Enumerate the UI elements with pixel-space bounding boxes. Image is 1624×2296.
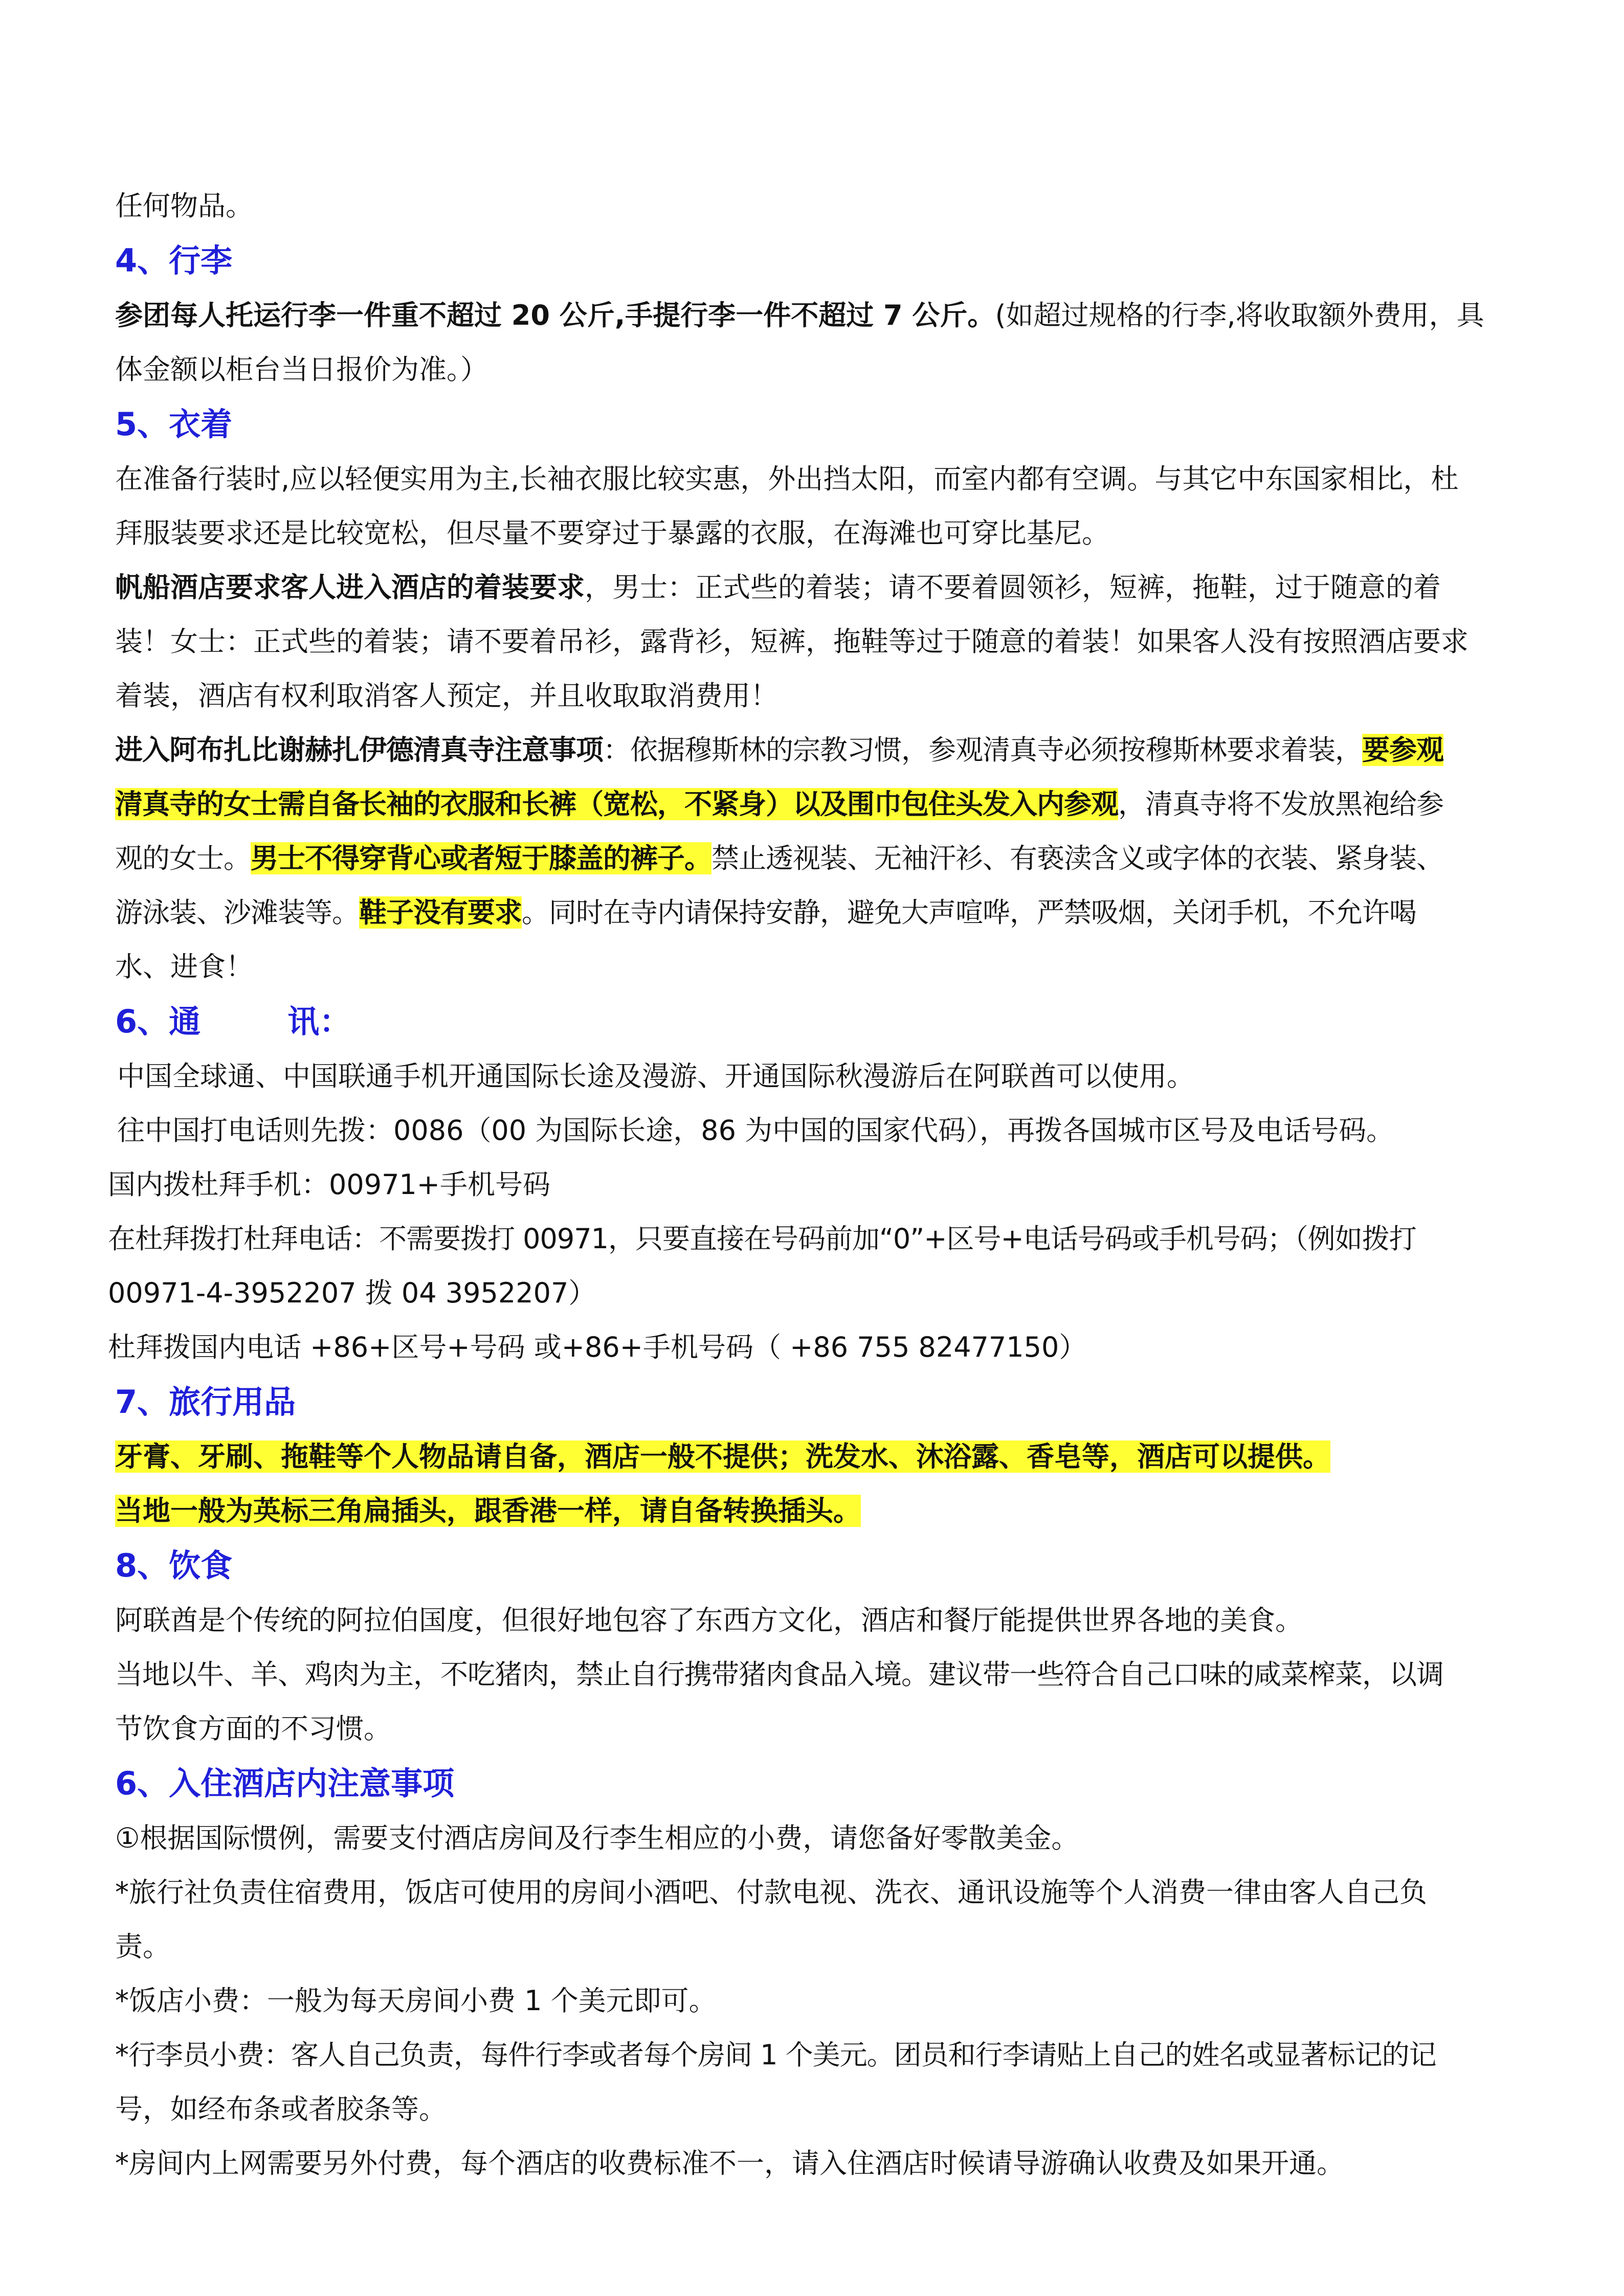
hotel-line-1: ①根据国际惯例，需要支付酒店房间及行李生相应的小费，请您备好零散美金。 bbox=[115, 1822, 1079, 1854]
mosque-quiet-text: 。同时在寺内请保持安静，避免大声喧哗，严禁吸烟，关闭手机，不允许喝 bbox=[522, 896, 1416, 929]
heading-hotel-notes: 6、入住酒店内注意事项 bbox=[115, 1765, 455, 1802]
mosque-women-highlight-b: 清真寺的女士需自备长袖的衣服和长裤（宽松，不紧身）以及围巾包住头发入内参观 bbox=[115, 788, 1118, 820]
hotel-line-2: *旅行社负责住宿费用，饭店可使用的房间小酒吧、付款电视、洗衣、通讯设施等个人消费一律由客人自己负 bbox=[115, 1876, 1427, 1908]
heading-clothing: 5、衣着 bbox=[115, 406, 233, 443]
hotel-line-6: 号，如经布条或者胶条等。 bbox=[115, 2093, 447, 2125]
hotel-line-7: *房间内上网需要另外付费，每个酒店的收费标准不一，请入住酒店时候请导游确认收费及如果开通。 bbox=[115, 2147, 1344, 2179]
mosque-women-highlight-a: 要参观 bbox=[1362, 734, 1443, 766]
heading-communications-a: 6、通 bbox=[115, 1003, 201, 1040]
heading-food: 8、饮食 bbox=[115, 1547, 233, 1584]
comm-line-6: 杜拜拨国内电话 +86+区号+号码 或+86+手机号码（ +86 755 82477150） bbox=[108, 1331, 1087, 1363]
clothing-p2-line-2: 装！女士：正式些的着装；请不要着吊衫，露背衫，短裤，拖鞋等过于随意的着装！如果客人没有按照酒店要求 bbox=[115, 625, 1469, 658]
mosque-shoes-highlight: 鞋子没有要求 bbox=[359, 896, 522, 929]
supplies-highlight-2: 当地一般为英标三角扁插头，跟香港一样，请自备转换插头。 bbox=[115, 1495, 861, 1527]
hotel-line-3: 责。 bbox=[115, 1930, 170, 1963]
luggage-extra-fee: (如超过规格的行李,将收取额外费用，具 bbox=[995, 299, 1484, 331]
clothing-p3-line-4 bbox=[115, 886, 1527, 940]
burj-dress-code-bold: 帆船酒店要求客人进入酒店的着装要求 bbox=[115, 571, 585, 603]
heading-travel-supplies: 7、旅行用品 bbox=[115, 1383, 296, 1421]
luggage-line-2: 体金额以柜台当日报价为准。） bbox=[115, 353, 488, 386]
hotel-line-4: *饭店小费：一般为每天房间小费 1 个美元即可。 bbox=[115, 1985, 717, 2017]
comm-line-2: 往中国打电话则先拨：0086（00 为国际长途，86 为中国的国家代码），再拨各国城市区号及电话号码。 bbox=[117, 1114, 1394, 1146]
comm-line-1: 中国全球通、中国联通手机开通国际长途及漫游、开通国际秋漫游后在阿联酋可以使用。 bbox=[117, 1060, 1194, 1092]
clothing-p3-line-1 bbox=[115, 723, 1527, 777]
clothing-p2-line-3: 着装，酒店有权利取消客人预定，并且收取取消费用！ bbox=[115, 680, 778, 712]
supplies-line-1 bbox=[115, 1430, 1527, 1484]
comm-line-3: 国内拨杜拜手机：00971+手机号码 bbox=[108, 1168, 551, 1201]
mosque-swimwear-text: 游泳装、沙滩装等。 bbox=[115, 896, 359, 929]
food-line-2: 当地以牛、羊、鸡肉为主，不吃猪肉，禁止自行携带猪肉食品入境。建议带一些符合自己口味的咸菜榨菜，以调 bbox=[115, 1658, 1443, 1691]
luggage-line-1 bbox=[115, 288, 1527, 343]
clothing-p1-line-1: 在准备行装时,应以轻便实用为主,长袖衣服比较实惠，外出挡太阳，而室内都有空调。与其它中东国家相比，杜 bbox=[115, 463, 1459, 495]
mosque-robe-text: ，清真寺将不发放黑袍给参 bbox=[1118, 788, 1443, 820]
document-page bbox=[108, 179, 1527, 2191]
mosque-notice-text: ：依据穆斯林的宗教习惯，参观清真寺必须按穆斯林要求着装， bbox=[603, 734, 1362, 766]
mosque-notice-bold: 进入阿布扎比谢赫扎伊德清真寺注意事项 bbox=[115, 734, 603, 766]
comm-line-4: 在杜拜拨打杜拜电话：不需要拨打 00971，只要直接在号码前加“0”+区号+电话号码或手机号码；（例如拨打 bbox=[108, 1223, 1416, 1255]
heading-luggage: 4、行李 bbox=[115, 242, 233, 279]
heading-communications bbox=[115, 994, 1527, 1049]
heading-communications-b: 讯： bbox=[287, 1003, 351, 1040]
clothing-p3-line-3 bbox=[115, 831, 1527, 886]
luggage-limit-bold: 参团每人托运行李一件重不超过 20 公斤,手提行李一件不超过 7 公斤。 bbox=[115, 299, 995, 331]
burj-dress-code-text: ，男士：正式些的着装；请不要着圆领衫，短裤，拖鞋，过于随意的着 bbox=[585, 571, 1441, 603]
clothing-p1-line-2: 拜服装要求还是比较宽松，但尽量不要穿过于暴露的衣服，在海滩也可穿比基尼。 bbox=[115, 517, 1109, 549]
clothing-p3-line-2 bbox=[115, 777, 1527, 831]
clothing-p3-line-5: 水、进食！ bbox=[115, 951, 253, 983]
food-line-3: 节饮食方面的不习惯。 bbox=[115, 1713, 391, 1745]
mosque-prohibited-text: 禁止透视装、无袖汗衫、有亵渎含义或字体的衣装、紧身装、 bbox=[711, 842, 1443, 874]
supplies-line-2 bbox=[115, 1484, 1527, 1538]
food-line-1: 阿联酋是个传统的阿拉伯国度，但很好地包容了东西方文化，酒店和餐厅能提供世界各地的美食。 bbox=[115, 1604, 1303, 1636]
clothing-p2-line-1 bbox=[115, 560, 1527, 615]
mosque-men-highlight: 男士不得穿背心或者短于膝盖的裤子。 bbox=[251, 842, 711, 874]
intro-tail: 任何物品。 bbox=[115, 190, 253, 222]
mosque-women-text: 观的女士。 bbox=[115, 842, 251, 874]
hotel-line-5: *行李员小费：客人自己负责，每件行李或者每个房间 1 个美元。团员和行李请贴上自己的姓名或显著标记的记 bbox=[115, 2039, 1436, 2071]
supplies-highlight-1: 牙膏、牙刷、拖鞋等个人物品请自备，酒店一般不提供；洗发水、沐浴露、香皂等，酒店可以提供。 bbox=[115, 1440, 1330, 1473]
comm-line-5: 00971-4-3952207 拨 04 3952207） bbox=[108, 1277, 596, 1309]
